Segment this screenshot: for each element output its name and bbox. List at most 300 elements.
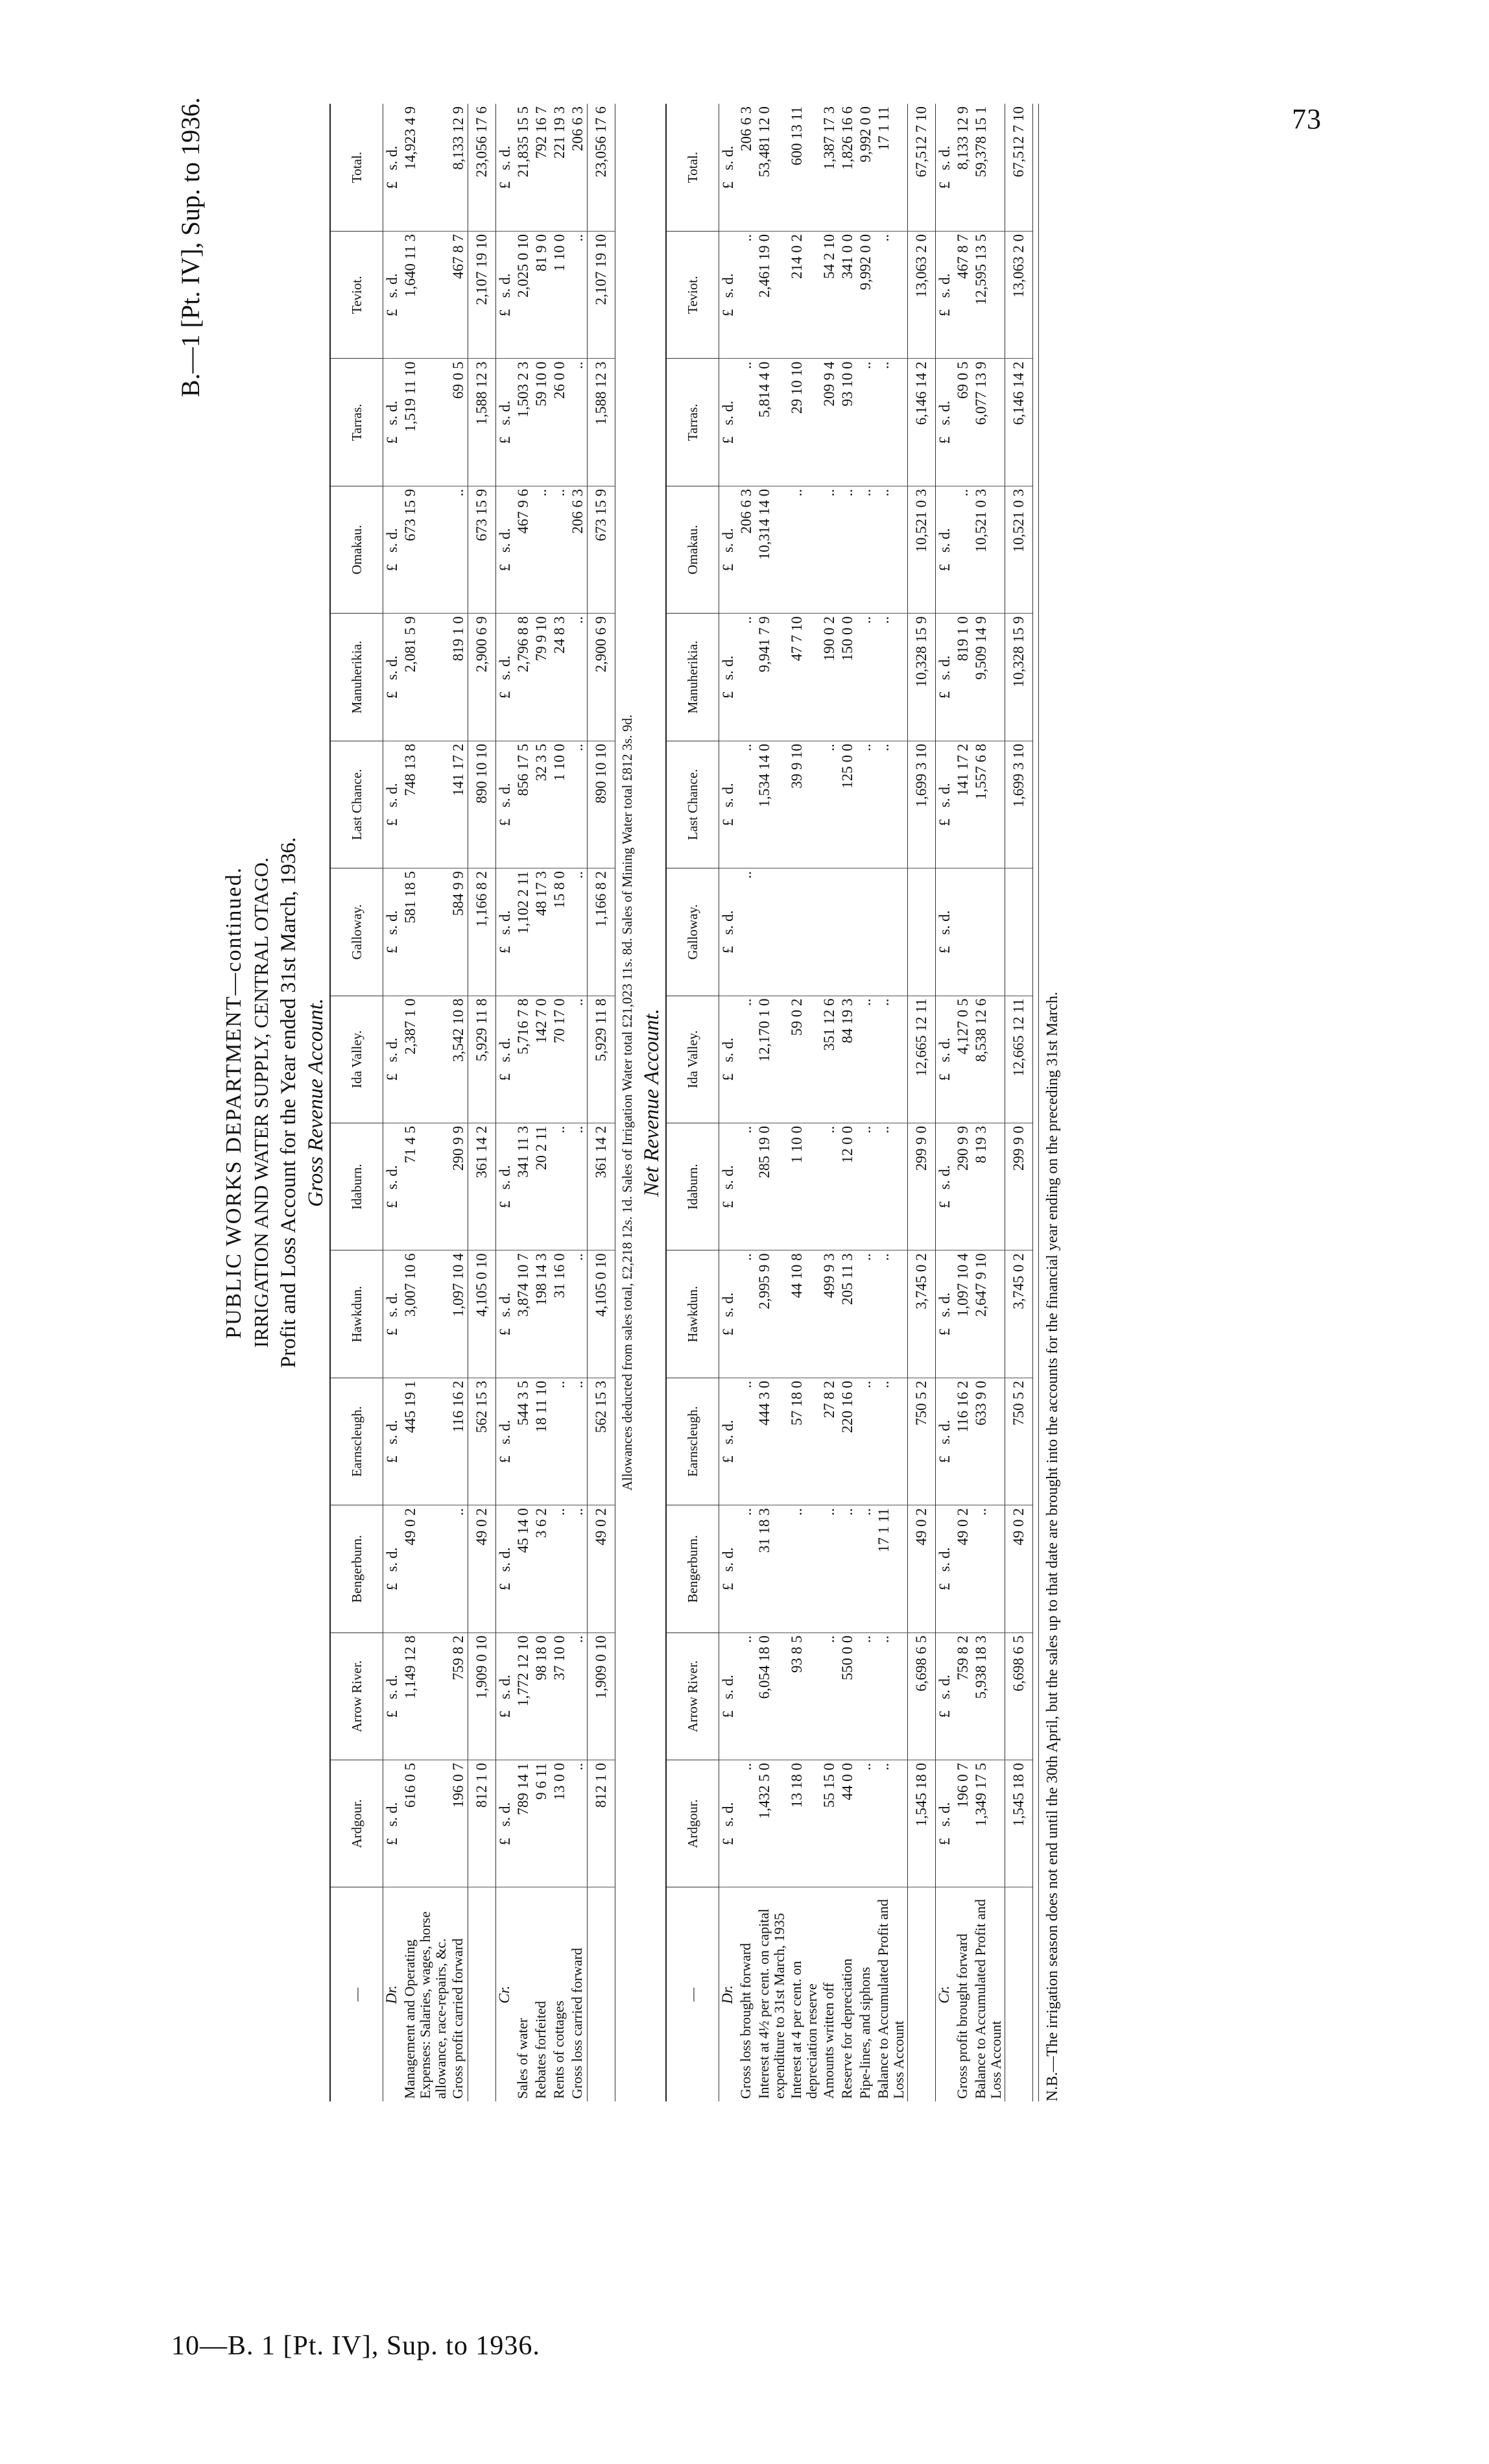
lsd-cell: £ s. d. xyxy=(383,1378,402,1505)
amount-cell: 53,481 12 0 xyxy=(756,104,788,232)
amount-cell: 544 3 5 xyxy=(514,1378,532,1505)
column-header: Last Chance. xyxy=(330,741,383,868)
column-header: Arrow River. xyxy=(666,1633,719,1760)
lsd-cell: £ s. d. xyxy=(719,1250,738,1378)
amount-cell: .. xyxy=(857,1760,875,1887)
table-row xyxy=(532,104,551,2101)
amount-cell: 6,146 14 2 xyxy=(1005,359,1033,486)
amount-cell: .. xyxy=(875,359,908,486)
amount-cell: 190 0 2 xyxy=(820,614,839,741)
amount-cell: 1 10 0 xyxy=(788,1123,820,1250)
column-header: Galloway. xyxy=(330,868,383,996)
amount-cell: 361 14 2 xyxy=(468,1123,496,1250)
amount-cell: 10,521 0 3 xyxy=(1005,486,1033,613)
amount-cell: 812 1 0 xyxy=(588,1760,615,1887)
lsd-cell: £ s. d. xyxy=(496,1123,515,1250)
amount-cell: 18 11 10 xyxy=(532,1378,551,1505)
amount-cell: 79 9 10 xyxy=(532,614,551,741)
lsd-cell: £ s. d. xyxy=(383,1760,402,1887)
amount-cell: 1,166 8 2 xyxy=(588,868,615,996)
amount-cell: 13 0 0 xyxy=(551,1760,569,1887)
amount-cell xyxy=(954,868,972,996)
amount-cell: 341 11 3 xyxy=(514,1123,532,1250)
rotated-sheet xyxy=(176,97,1349,2101)
amount-cell: .. xyxy=(875,1250,908,1378)
row-label: Sales of water xyxy=(514,2018,530,2099)
amount-cell: 5,814 4 0 xyxy=(756,359,788,486)
amount-cell: 2,081 5 9 xyxy=(401,614,449,741)
amount-cell: .. xyxy=(737,741,756,868)
side-label: Dr. xyxy=(719,1985,735,2004)
amount-cell: 6,698 6 5 xyxy=(1005,1633,1033,1760)
amount-cell: .. xyxy=(737,1505,756,1633)
lsd-cell: £ s. d. xyxy=(383,1633,402,1760)
amount-cell: 214 0 2 xyxy=(788,232,820,359)
amount-cell: 5,929 11 8 xyxy=(468,996,496,1123)
amount-cell: .. xyxy=(875,232,908,359)
amount-cell: 198 14 3 xyxy=(532,1250,551,1378)
amount-cell: 12,170 1 0 xyxy=(756,996,788,1123)
amount-cell: 467 8 7 xyxy=(449,232,468,359)
amount-cell: 499 9 3 xyxy=(820,1250,839,1378)
lsd-cell: £ s. d. xyxy=(383,1250,402,1378)
amount-cell: 9,941 7 9 xyxy=(756,614,788,741)
column-header: Teviot. xyxy=(666,232,719,359)
lsd-cell: £ s. d. xyxy=(719,1123,738,1250)
amount-cell: 2,647 9 10 xyxy=(972,1250,1005,1378)
amount-cell: 141 17 2 xyxy=(954,741,972,868)
amount-cell: .. xyxy=(569,1633,588,1760)
lsd-cell: £ s. d. xyxy=(936,1250,955,1378)
amount-cell xyxy=(908,868,936,996)
heading xyxy=(220,104,329,2101)
row-label: Balance to Accumulated Profit and Loss Account xyxy=(875,1899,907,2099)
scheme-title: IRRIGATION AND WATER SUPPLY, CENTRAL OTAGO. xyxy=(250,857,272,1348)
amount-cell: 1,097 10 4 xyxy=(954,1250,972,1378)
amount-cell: .. xyxy=(857,486,875,613)
amount-cell: 49 0 2 xyxy=(588,1505,615,1633)
amount-cell: 206 6 3 xyxy=(569,104,588,232)
column-header: Total. xyxy=(330,104,383,232)
amount-cell: 84 19 3 xyxy=(839,996,857,1123)
amount-cell: 1,588 12 3 xyxy=(588,359,615,486)
amount-cell: 673 15 9 xyxy=(401,486,449,613)
amount-cell: 1,909 0 10 xyxy=(588,1633,615,1760)
amount-cell: .. xyxy=(532,486,551,613)
column-header: Ida Valley. xyxy=(330,996,383,1123)
amount-cell: 584 9 9 xyxy=(449,868,468,996)
lsd-cell: £ s. d. xyxy=(719,996,738,1123)
side-row xyxy=(719,104,738,2101)
amount-cell: 5,938 18 3 xyxy=(972,1633,1005,1760)
amount-cell: 8 19 3 xyxy=(972,1123,1005,1250)
amount-cell: 8,133 12 9 xyxy=(954,104,972,232)
amount-cell: 341 0 0 xyxy=(839,232,857,359)
amount-cell: 13,063 2 0 xyxy=(908,232,936,359)
lsd-cell: £ s. d. xyxy=(936,104,955,232)
amount-cell: .. xyxy=(569,1760,588,1887)
lsd-cell: £ s. d. xyxy=(936,741,955,868)
column-header: Tarras. xyxy=(666,359,719,486)
amount-cell: .. xyxy=(551,486,569,613)
amount-cell: .. xyxy=(972,1505,1005,1633)
amount-cell: 69 0 5 xyxy=(449,359,468,486)
amount-cell: 1,772 12 10 xyxy=(514,1633,532,1760)
lsd-cell: £ s. d. xyxy=(496,104,515,232)
amount-cell: 285 19 0 xyxy=(756,1123,788,1250)
amount-cell: 1,588 12 3 xyxy=(468,359,496,486)
column-header: Arrow River. xyxy=(330,1633,383,1760)
amount-cell xyxy=(820,868,839,996)
total-row xyxy=(468,104,496,2101)
lsd-cell: £ s. d. xyxy=(496,1633,515,1760)
amount-cell: 3,745 0 2 xyxy=(1005,1250,1033,1378)
side-row xyxy=(496,104,515,2101)
amount-cell: 5,929 11 8 xyxy=(588,996,615,1123)
amount-cell: 44 10 8 xyxy=(788,1250,820,1378)
amount-cell: 6,077 13 9 xyxy=(972,359,1005,486)
lsd-cell: £ s. d. xyxy=(719,1378,738,1505)
amount-cell: .. xyxy=(737,232,756,359)
table-row xyxy=(820,104,839,2101)
column-header: Ardgour. xyxy=(330,1760,383,1887)
amount-cell: .. xyxy=(551,1123,569,1250)
amount-cell: 196 0 7 xyxy=(954,1760,972,1887)
lsd-cell: £ s. d. xyxy=(936,868,955,996)
amount-cell: 759 8 2 xyxy=(954,1633,972,1760)
side-label: Cr. xyxy=(936,1985,952,2003)
table-row xyxy=(551,104,569,2101)
amount-cell: 9,992 0 0 xyxy=(857,232,875,359)
total-row xyxy=(908,104,936,2101)
amount-cell: 21,835 15 5 xyxy=(514,104,532,232)
amount-cell: 81 9 0 xyxy=(532,232,551,359)
column-header: Hawkdun. xyxy=(666,1250,719,1378)
amount-cell: 600 13 11 xyxy=(788,104,820,232)
page-footer: 10—B. 1 [Pt. IV], Sup. to 1936. xyxy=(171,2331,540,2361)
amount-cell: 2,025 0 10 xyxy=(514,232,532,359)
amount-cell: 10,521 0 3 xyxy=(908,486,936,613)
amount-cell xyxy=(857,868,875,996)
amount-cell: 2,995 9 0 xyxy=(756,1250,788,1378)
amount-cell: 673 15 9 xyxy=(468,486,496,613)
lsd-cell: £ s. d. xyxy=(383,996,402,1123)
amount-cell: 290 9 9 xyxy=(954,1123,972,1250)
amount-cell: 54 2 10 xyxy=(820,232,839,359)
amount-cell: .. xyxy=(875,996,908,1123)
amount-cell: .. xyxy=(737,1250,756,1378)
lsd-cell: £ s. d. xyxy=(383,232,402,359)
amount-cell: 812 1 0 xyxy=(468,1760,496,1887)
amount-cell: 3,542 10 8 xyxy=(449,996,468,1123)
amount-cell: 15 8 0 xyxy=(551,868,569,996)
side-row xyxy=(383,104,402,2101)
amount-cell: .. xyxy=(857,614,875,741)
amount-cell: 206 6 3 xyxy=(737,104,756,232)
lsd-cell: £ s. d. xyxy=(936,1123,955,1250)
amount-cell: 49 0 2 xyxy=(468,1505,496,1633)
lsd-cell: £ s. d. xyxy=(936,359,955,486)
amount-cell: 2,387 1 0 xyxy=(401,996,449,1123)
amount-cell: .. xyxy=(820,1505,839,1633)
amount-cell: 24 8 3 xyxy=(551,614,569,741)
amount-cell: 5,716 7 8 xyxy=(514,996,532,1123)
column-header: Ardgour. xyxy=(666,1760,719,1887)
amount-cell: 59 10 0 xyxy=(532,359,551,486)
column-header: Total. xyxy=(666,104,719,232)
amount-cell: 3,745 0 2 xyxy=(908,1250,936,1378)
lsd-cell: £ s. d. xyxy=(936,232,955,359)
amount-cell: .. xyxy=(737,1378,756,1505)
amount-cell: .. xyxy=(857,359,875,486)
amount-cell: 17 1 11 xyxy=(875,104,908,232)
table-row xyxy=(857,104,875,2101)
row-label: Pipe-lines, and siphons xyxy=(857,1967,873,2099)
amount-cell: 49 0 2 xyxy=(954,1505,972,1633)
amount-cell: 299 9 0 xyxy=(1005,1123,1033,1250)
amount-cell: 1,909 0 10 xyxy=(468,1633,496,1760)
row-label: Rebates forfeited xyxy=(532,2001,549,2099)
row-label xyxy=(936,1887,955,2101)
amount-cell: 890 10 10 xyxy=(468,741,496,868)
row-label: Gross loss brought forward xyxy=(737,1943,754,2099)
amount-cell: .. xyxy=(737,614,756,741)
amount-cell: 562 15 3 xyxy=(468,1378,496,1505)
amount-cell: 290 9 9 xyxy=(449,1123,468,1250)
table-row xyxy=(972,104,1005,2101)
amount-cell xyxy=(875,868,908,996)
table-row xyxy=(569,104,588,2101)
lsd-cell: £ s. d. xyxy=(936,486,955,613)
amount-cell: 12 0 0 xyxy=(839,1123,857,1250)
column-header: Idaburn. xyxy=(666,1123,719,1250)
amount-cell: 142 7 0 xyxy=(532,996,551,1123)
amount-cell: 57 18 0 xyxy=(788,1378,820,1505)
lsd-cell: £ s. d. xyxy=(936,1505,955,1633)
amount-cell: 4,105 0 10 xyxy=(468,1250,496,1378)
amount-cell: 26 0 0 xyxy=(551,359,569,486)
column-header: Hawkdun. xyxy=(330,1250,383,1378)
column-header: Omakau. xyxy=(330,486,383,613)
table-row xyxy=(788,104,820,2101)
amount-cell: 1,640 11 3 xyxy=(401,232,449,359)
amount-cell: 47 7 10 xyxy=(788,614,820,741)
amount-cell: .. xyxy=(737,359,756,486)
amount-cell: 1,149 12 8 xyxy=(401,1633,449,1760)
lsd-cell: £ s. d. xyxy=(383,741,402,868)
table-row xyxy=(954,104,972,2101)
lsd-cell: £ s. d. xyxy=(936,614,955,741)
lsd-cell: £ s. d. xyxy=(719,1760,738,1887)
amount-cell: 71 4 5 xyxy=(401,1123,449,1250)
amount-cell: .. xyxy=(737,996,756,1123)
table-row xyxy=(401,104,449,2101)
lsd-cell: £ s. d. xyxy=(383,1505,402,1633)
amount-cell: 31 16 0 xyxy=(551,1250,569,1378)
lsd-cell: £ s. d. xyxy=(719,614,738,741)
amount-cell: 9,509 14 9 xyxy=(972,614,1005,741)
amount-cell: 13,063 2 0 xyxy=(1005,232,1033,359)
amount-cell: 1,432 5 0 xyxy=(756,1760,788,1887)
table-row xyxy=(514,104,532,2101)
column-header: Bengerburn. xyxy=(666,1505,719,1633)
amount-cell: 2,461 19 0 xyxy=(756,232,788,359)
amount-cell: 351 12 6 xyxy=(820,996,839,1123)
running-head: B.—1 [Pt. IV], Sup. to 1936. xyxy=(176,97,205,398)
amount-cell: 444 3 0 xyxy=(756,1378,788,1505)
amount-cell xyxy=(756,868,788,996)
column-header: Earnscleugh. xyxy=(330,1378,383,1505)
amount-cell: 49 0 2 xyxy=(908,1505,936,1633)
amount-cell: .. xyxy=(857,996,875,1123)
amount-cell: 39 9 10 xyxy=(788,741,820,868)
column-header: — xyxy=(666,1887,719,2101)
column-header: Tarras. xyxy=(330,359,383,486)
amount-cell: 206 6 3 xyxy=(737,486,756,613)
amount-cell: 69 0 5 xyxy=(954,359,972,486)
amount-cell: 220 16 0 xyxy=(839,1378,857,1505)
lsd-cell: £ s. d. xyxy=(496,1250,515,1378)
amount-cell: .. xyxy=(857,1250,875,1378)
amount-cell: 70 17 0 xyxy=(551,996,569,1123)
column-header: Manuherikia. xyxy=(666,614,719,741)
row-label xyxy=(719,1887,738,2101)
amount-cell: 750 5 2 xyxy=(1005,1378,1033,1505)
amount-cell: 467 9 6 xyxy=(514,486,532,613)
amount-cell: 1,545 18 0 xyxy=(908,1760,936,1887)
amount-cell: 9 6 11 xyxy=(532,1760,551,1887)
amount-cell: 299 9 0 xyxy=(908,1123,936,1250)
amount-cell: 59 0 2 xyxy=(788,996,820,1123)
amount-cell: .. xyxy=(954,486,972,613)
amount-cell: 20 2 11 xyxy=(532,1123,551,1250)
department-title: PUBLIC WORKS DEPARTMENT—continued. xyxy=(222,866,246,1339)
amount-cell: 14,923 4 9 xyxy=(401,104,449,232)
lsd-cell: £ s. d. xyxy=(936,996,955,1123)
amount-cell: 1,699 3 10 xyxy=(908,741,936,868)
column-header: Bengerburn. xyxy=(330,1505,383,1633)
amount-cell: 1,826 16 6 xyxy=(839,104,857,232)
amount-cell: 9,992 0 0 xyxy=(857,104,875,232)
amount-cell: 673 15 9 xyxy=(588,486,615,613)
table-row xyxy=(737,104,756,2101)
amount-cell: 890 10 10 xyxy=(588,741,615,868)
amount-cell: 67,512 7 10 xyxy=(1005,104,1033,232)
table-row xyxy=(875,104,908,2101)
amount-cell: 1 10 0 xyxy=(551,232,569,359)
amount-cell: 467 8 7 xyxy=(954,232,972,359)
net-revenue-table xyxy=(665,104,1033,2101)
lsd-cell: £ s. d. xyxy=(383,1123,402,1250)
amount-cell: .. xyxy=(875,1760,908,1887)
allowances-note: Allowances deducted from sales total, £2,218 12s. 1d. Sales of Irrigation Water total £21,023 11s. 8d. Sales of Mining Water total £812 3s. 9d. xyxy=(619,714,635,1491)
amount-cell: .. xyxy=(857,1378,875,1505)
amount-cell: .. xyxy=(737,1760,756,1887)
amount-cell: .. xyxy=(569,232,588,359)
amount-cell: 23,056 17 6 xyxy=(468,104,496,232)
table-row xyxy=(839,104,857,2101)
amount-cell: 1,545 18 0 xyxy=(1005,1760,1033,1887)
lsd-cell: £ s. d. xyxy=(496,232,515,359)
amount-cell: 3,007 10 6 xyxy=(401,1250,449,1378)
amount-cell: 93 10 0 xyxy=(839,359,857,486)
amount-cell: 1 10 0 xyxy=(551,741,569,868)
amount-cell: 2,900 6 9 xyxy=(468,614,496,741)
column-header: Idaburn. xyxy=(330,1123,383,1250)
total-row xyxy=(1005,104,1033,2101)
lsd-cell: £ s. d. xyxy=(719,1505,738,1633)
amount-cell: 49 0 2 xyxy=(1005,1505,1033,1633)
lsd-cell: £ s. d. xyxy=(496,741,515,868)
amount-cell: 12,665 12 11 xyxy=(908,996,936,1123)
amount-cell: 116 16 2 xyxy=(954,1378,972,1505)
page-number: 73 xyxy=(1292,103,1322,135)
row-label: Reserve for depreciation xyxy=(839,1958,855,2099)
amount-cell: .. xyxy=(737,1633,756,1760)
amount-cell: 27 8 2 xyxy=(820,1378,839,1505)
lsd-cell: £ s. d. xyxy=(936,1378,955,1505)
amount-cell: 562 15 3 xyxy=(588,1378,615,1505)
amount-cell: .. xyxy=(820,1123,839,1250)
amount-cell: .. xyxy=(875,741,908,868)
amount-cell: .. xyxy=(839,486,857,613)
amount-cell: 196 0 7 xyxy=(449,1760,468,1887)
amount-cell: 116 16 2 xyxy=(449,1378,468,1505)
amount-cell: 856 17 5 xyxy=(514,741,532,868)
amount-cell: 550 0 0 xyxy=(839,1633,857,1760)
amount-cell: 581 18 5 xyxy=(401,868,449,996)
amount-cell: .. xyxy=(569,614,588,741)
amount-cell: 2,900 6 9 xyxy=(588,614,615,741)
side-label: Cr. xyxy=(496,1985,512,2003)
amount-cell: 49 0 2 xyxy=(401,1505,449,1633)
row-label xyxy=(588,1887,615,2101)
amount-cell: 6,698 6 5 xyxy=(908,1633,936,1760)
amount-cell: .. xyxy=(569,1505,588,1633)
amount-cell: .. xyxy=(551,1378,569,1505)
amount-cell: 17 1 11 xyxy=(875,1505,908,1633)
amount-cell: .. xyxy=(449,1505,468,1633)
gross-header-row xyxy=(330,104,383,2101)
amount-cell: .. xyxy=(569,1123,588,1250)
side-row xyxy=(936,104,955,2101)
amount-cell: .. xyxy=(449,486,468,613)
amount-cell: 4,105 0 10 xyxy=(588,1250,615,1378)
lsd-cell: £ s. d. xyxy=(383,486,402,613)
lsd-cell: £ s. d. xyxy=(719,104,738,232)
amount-cell: 10,328 15 9 xyxy=(908,614,936,741)
amount-cell: 1,699 3 10 xyxy=(1005,741,1033,868)
amount-cell: 221 19 3 xyxy=(551,104,569,232)
amount-cell: 37 10 0 xyxy=(551,1633,569,1760)
lsd-cell: £ s. d. xyxy=(383,868,402,996)
amount-cell: .. xyxy=(875,1378,908,1505)
lsd-cell: £ s. d. xyxy=(936,1760,955,1887)
gross-revenue-table xyxy=(329,104,615,2101)
amount-cell: 45 14 0 xyxy=(514,1505,532,1633)
lsd-cell: £ s. d. xyxy=(496,868,515,996)
row-label xyxy=(908,1887,936,2101)
amount-cell: .. xyxy=(788,1505,820,1633)
amount-cell: 1,534 14 0 xyxy=(756,741,788,868)
amount-cell: 12,665 12 11 xyxy=(1005,996,1033,1123)
amount-cell: 8,133 12 9 xyxy=(449,104,468,232)
lsd-cell: £ s. d. xyxy=(719,486,738,613)
amount-cell: .. xyxy=(569,868,588,996)
net-header-row xyxy=(666,104,719,2101)
amount-cell: 10,328 15 9 xyxy=(1005,614,1033,741)
amount-cell: 819 1 0 xyxy=(449,614,468,741)
